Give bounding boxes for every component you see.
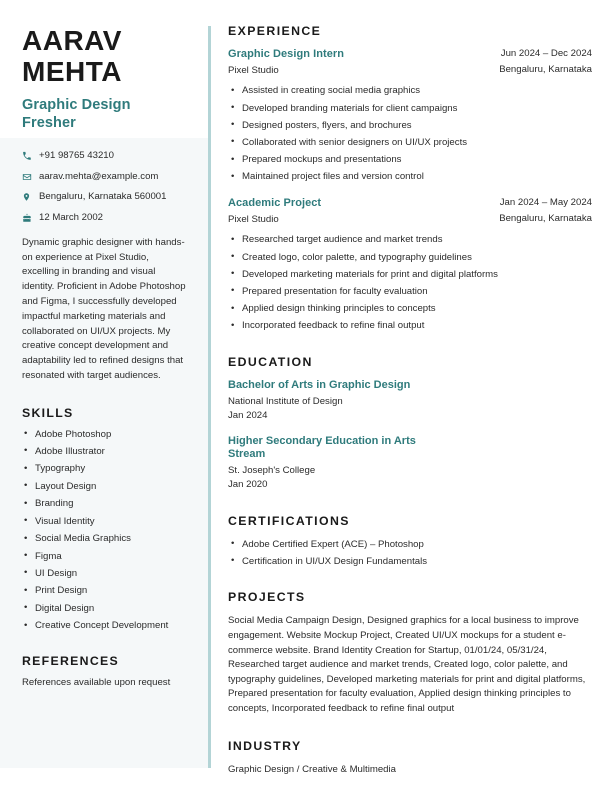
industry-text: Graphic Design / Creative & Multimedia [228, 763, 396, 775]
professional-summary: Dynamic graphic designer with hands-on experience at Pixel Studio, excelling in branding and visual identity. Proficient in Adobe Photoshop and Figma, I successfully developed impactful marketing materials and collaborated on UI/UX projects. My creative concept development and adaptability led to refined designs that resonated with target audiences. [22, 236, 186, 381]
section-education [228, 355, 592, 492]
list-item: • Branding [22, 497, 187, 510]
list-item: • Visual Identity [22, 515, 187, 528]
name-block [22, 26, 187, 133]
job-title: Graphic Design Intern [228, 48, 344, 60]
references-text: References available upon request [22, 677, 171, 689]
section-experience [228, 24, 592, 333]
list-item: • Collaborated with senior designers on UI/UX projects [228, 136, 592, 150]
contact-item-phone [22, 150, 187, 162]
industry-heading: INDUSTRY [228, 738, 302, 753]
job-responsibilities [228, 233, 592, 333]
list-item: • Print Design [22, 584, 187, 597]
list-item: • Researched target audience and market trends [228, 233, 592, 247]
experience-entry [228, 48, 592, 184]
candidate-name: AARAV MEHTA [22, 25, 122, 87]
contact-item-email [22, 171, 187, 183]
contact-item-birthdate [22, 212, 187, 224]
list-item: • Applied design thinking principles to concepts [228, 302, 592, 316]
references-heading: REFERENCES [22, 654, 120, 669]
section-industry [228, 739, 592, 778]
list-item: • Social Media Graphics [22, 532, 187, 545]
list-item: • UI Design [22, 567, 187, 580]
contact-list [22, 150, 187, 225]
list-item: • Adobe Illustrator [22, 445, 187, 458]
education-heading: EDUCATION [228, 355, 313, 369]
list-item: • Figma [22, 550, 187, 563]
experience-entry [228, 197, 592, 333]
list-item: • Creative Concept Development [22, 619, 187, 632]
contact-value-phone: +91 98765 43210 [39, 149, 114, 161]
list-item: • Developed marketing materials for print and digital platforms [228, 268, 592, 282]
candidate-headline: Graphic Design Fresher [22, 96, 131, 131]
main-column [228, 0, 592, 777]
list-item: • Designed posters, flyers, and brochures [228, 119, 592, 133]
list-item: • Certification in UI/UX Design Fundamentals [228, 555, 592, 569]
projects-text: Social Media Campaign Design, Designed graphics for a local business to improve engagement. Website Mockup Project, Created UI/UX mockups for a student e-commerce website. Brand Identity Creation for Startup, 01/01/24, 05/31/24, Researched target audience and market trends, Created logo, color palette, and typography guidelines, Developed marketing materials for print and digital platforms, Prepared presentation for faculty evaluation, Applied design thinking principles to concepts, Incorporated feedback to refine final output [228, 615, 586, 714]
list-item: • Prepared mockups and presentations [228, 153, 592, 167]
degree-title: Higher Secondary Education in Arts Stream [228, 434, 416, 461]
phone-icon [22, 150, 36, 162]
company-name: Pixel Studio [228, 213, 279, 225]
location-pin-icon [22, 191, 36, 203]
section-projects [228, 590, 592, 716]
education-entry [228, 379, 592, 423]
list-item: • Prepared presentation for faculty evaluation [228, 285, 592, 299]
degree-title: Bachelor of Arts in Graphic Design [228, 379, 411, 391]
contact-value-birthdate: 12 March 2002 [39, 212, 103, 224]
column-divider [208, 26, 211, 768]
education-entry [228, 435, 592, 492]
school-name: National Institute of Design [228, 396, 343, 408]
school-name: St. Joseph's College [228, 465, 316, 477]
job-dates: Jun 2024 – Dec 2024 [500, 48, 592, 59]
graduation-date: Jan 2020 [228, 479, 268, 491]
experience-heading: EXPERIENCE [228, 24, 322, 38]
certifications-list [228, 538, 592, 569]
graduation-date: Jan 2024 [228, 410, 268, 422]
birthday-cake-icon [22, 212, 36, 224]
list-item: • Created logo, color palette, and typography guidelines [228, 251, 592, 265]
list-item: • Adobe Certified Expert (ACE) – Photoshop [228, 538, 592, 552]
sidebar [0, 0, 209, 792]
certifications-heading: CERTIFICATIONS [228, 513, 350, 528]
job-location: Bengaluru, Karnataka [499, 212, 592, 224]
skills-heading: SKILLS [22, 405, 74, 420]
job-responsibilities [228, 84, 592, 184]
company-name: Pixel Studio [228, 64, 279, 76]
contact-item-location [22, 191, 187, 203]
job-location: Bengaluru, Karnataka [499, 63, 592, 75]
list-item: • Maintained project files and version control [228, 170, 592, 184]
list-item: • Layout Design [22, 480, 187, 493]
list-item: • Incorporated feedback to refine final output [228, 319, 592, 333]
list-item: • Typography [22, 462, 187, 475]
skills-list [22, 428, 187, 633]
job-dates: Jan 2024 – May 2024 [499, 197, 592, 208]
list-item: • Digital Design [22, 602, 187, 615]
list-item: • Assisted in creating social media graphics [228, 84, 592, 98]
section-certifications [228, 514, 592, 569]
job-title: Academic Project [228, 197, 322, 209]
contact-value-email: aarav.mehta@example.com [39, 170, 159, 182]
projects-heading: PROJECTS [228, 590, 306, 605]
list-item: • Adobe Photoshop [22, 428, 187, 441]
contact-value-location: Bengaluru, Karnataka 560001 [39, 191, 167, 203]
envelope-icon [22, 171, 36, 183]
list-item: • Developed branding materials for client campaigns [228, 102, 592, 116]
